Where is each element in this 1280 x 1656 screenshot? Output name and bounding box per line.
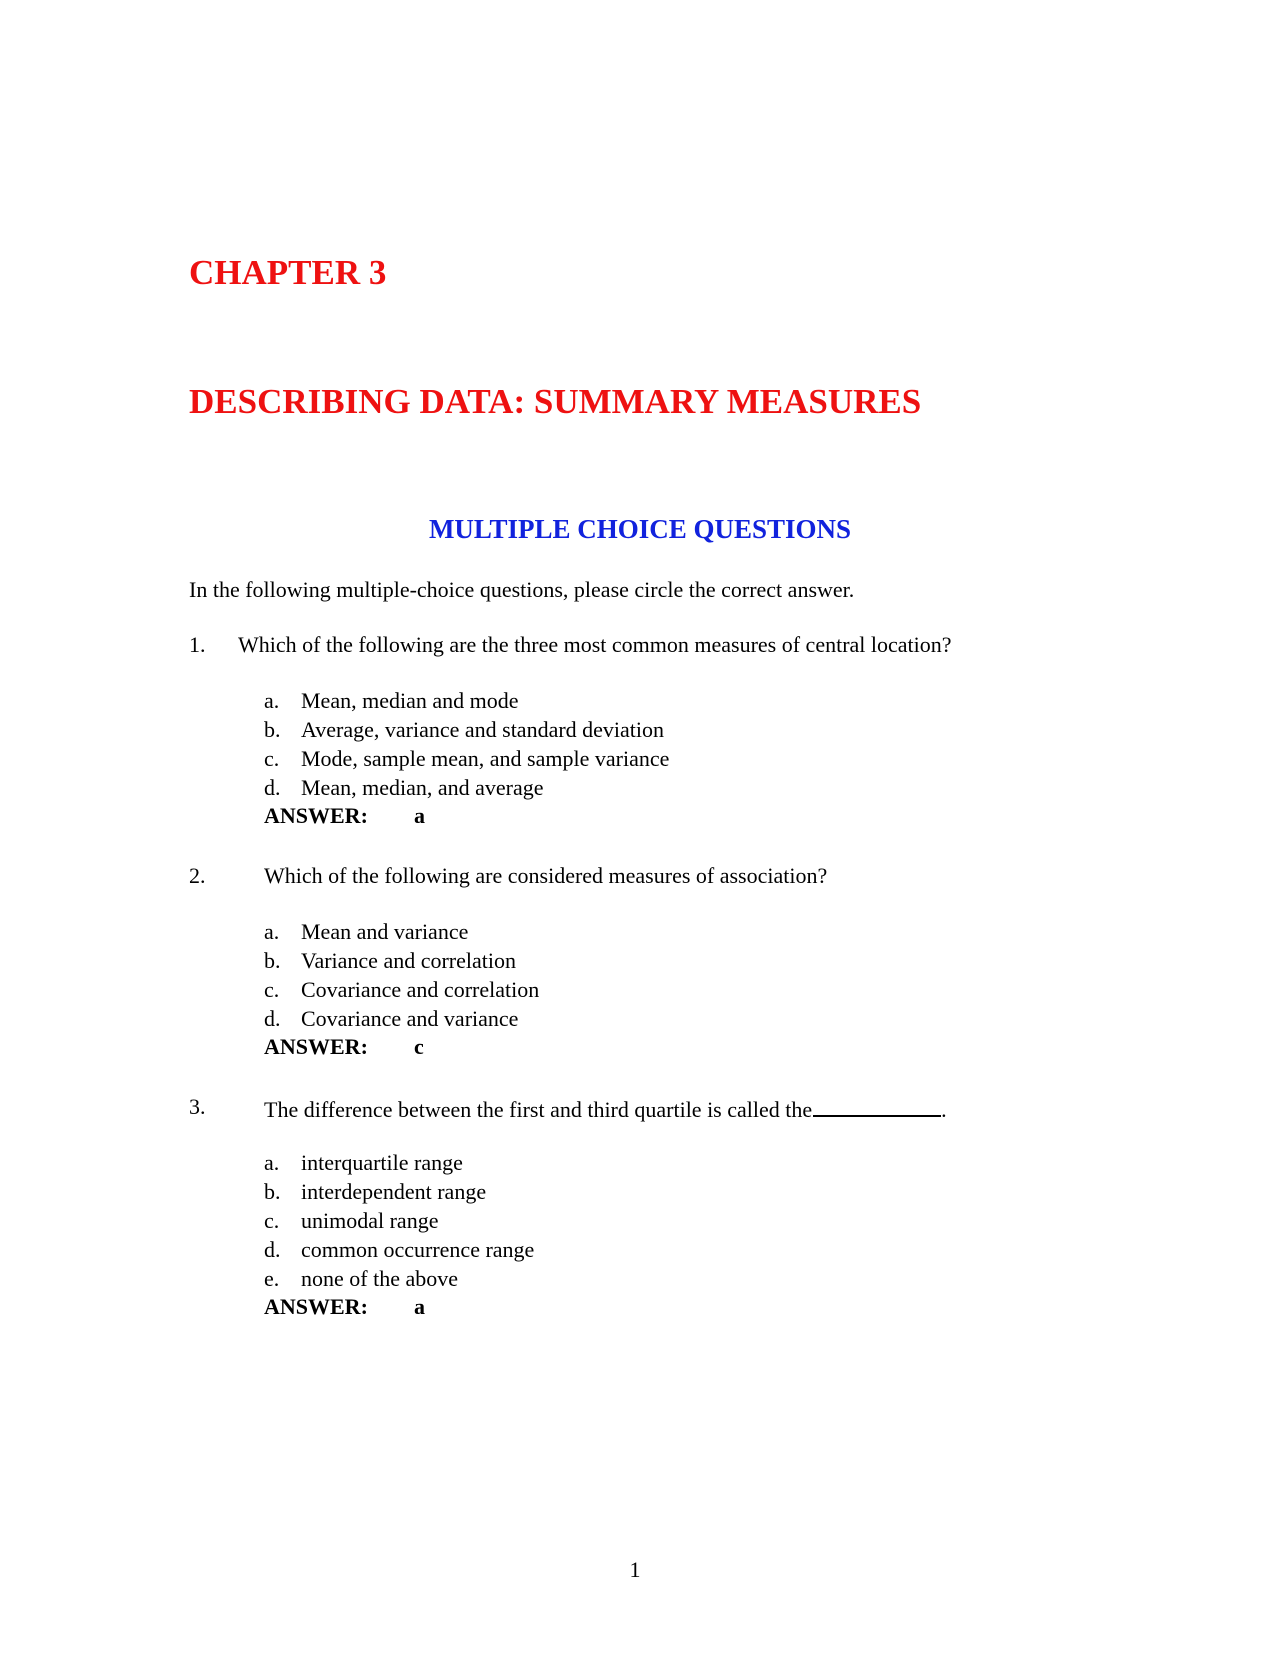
question-text: Which of the following are considered measures of association? [264,863,828,888]
option-text: Mean and variance [301,919,469,944]
option-item [264,1005,518,1033]
answer-label: ANSWER: [264,1294,368,1319]
option-item [264,687,519,715]
option-text: Covariance and variance [301,1006,519,1031]
option-text: interquartile range [301,1150,463,1175]
answer-value: a [414,803,425,828]
option-text: Mode, sample mean, and sample variance [301,746,670,771]
option-item [264,774,544,802]
option-item [264,976,539,1004]
chapter-title: DESCRIBING DATA: SUMMARY MEASURES [189,382,922,421]
section-title: MULTIPLE CHOICE QUESTIONS [428,514,852,544]
instructions: In the following multiple-choice questions, please circle the correct answer. [189,577,855,602]
question-text: Which of the following are the three most common measures of central location? [238,632,952,657]
option-item [264,716,664,744]
question-number: 1. [189,632,206,657]
question-number: 3. [189,1094,206,1119]
page-number: 1 [629,1557,641,1582]
option-letter: c. [264,746,280,771]
answer-line [264,1033,424,1061]
option-letter: a. [264,919,280,944]
option-item [264,1265,458,1293]
option-letter: d. [264,1006,281,1031]
question-number: 2. [189,863,206,888]
option-letter: b. [264,1179,281,1204]
option-letter: b. [264,717,281,742]
answer-value: a [414,1294,425,1319]
option-item [264,1236,534,1264]
option-text: Mean, median, and average [301,775,544,800]
option-letter: a. [264,1150,280,1175]
option-item [264,1149,463,1177]
question-text-end: . [941,1097,947,1122]
option-letter: c. [264,977,280,1002]
option-text: Average, variance and standard deviation [301,717,665,742]
option-text: interdependent range [301,1179,487,1204]
option-item [264,745,669,773]
option-item [264,1207,438,1235]
option-text: Variance and correlation [301,948,516,973]
option-item [264,947,516,975]
answer-label: ANSWER: [264,803,368,828]
answer-line [264,802,425,830]
fill-in-blank [813,1093,941,1117]
option-letter: d. [264,1237,281,1262]
option-letter: e. [264,1266,280,1291]
option-text: Covariance and correlation [301,977,540,1002]
option-text: Mean, median and mode [301,688,519,713]
option-letter: c. [264,1208,280,1233]
option-letter: b. [264,948,281,973]
chapter-heading: CHAPTER 3 [189,253,387,292]
option-letter: d. [264,775,281,800]
option-text: common occurrence range [301,1237,535,1262]
question-text: The difference between the first and third quartile is called the [264,1097,813,1122]
option-item [264,918,468,946]
question-text-line [264,1093,947,1124]
answer-value: c [414,1034,424,1059]
answer-line [264,1293,425,1321]
option-text: unimodal range [301,1208,439,1233]
option-letter: a. [264,688,280,713]
option-item [264,1178,486,1206]
answer-label: ANSWER: [264,1034,368,1059]
option-text: none of the above [301,1266,458,1291]
